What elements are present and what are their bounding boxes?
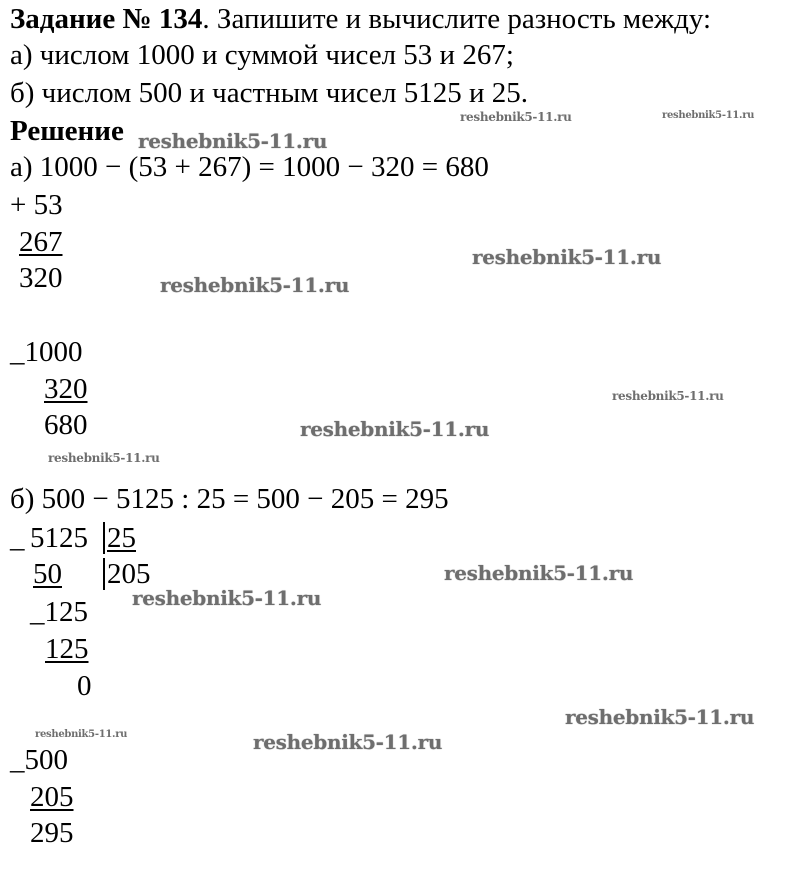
division-sub1-row [33,557,62,591]
watermark: reshebnik5-11.ru [138,129,328,153]
addition-bottom: 267 [19,226,63,258]
division-divisor-cell [103,521,151,555]
watermark: reshebnik5-11.ru [662,110,755,121]
subtraction-b-result: 295 [30,817,74,849]
subtraction-b-top-row [10,743,68,777]
addition-bottom-row [19,225,63,259]
division-final: 0 [77,670,92,702]
division-sign-1: _ [10,522,25,554]
subtraction-a-sign: _ [10,336,25,368]
subtraction-b-bottom-row [30,780,74,814]
subtraction-a-bottom-row [44,372,88,406]
watermark: reshebnik5-11.ru [160,273,350,297]
division-sign-2: _ [30,596,45,628]
task-item-b: б) числом 500 и частным чисел 5125 и 25. [10,77,528,109]
addition-result: 320 [19,262,63,294]
subtraction-b-bottom: 205 [30,781,74,813]
division-divisor-bar [103,522,151,554]
watermark: reshebnik5-11.ru [444,561,634,585]
part-b-expression: б) 500 − 5125 : 25 = 500 − 205 = 295 [10,483,449,515]
part-a-expression: а) 1000 − (53 + 267) = 1000 − 320 = 680 [10,151,489,183]
task-item-a: а) числом 1000 и суммой чисел 53 и 267; [10,39,514,71]
addition-top-row [10,188,63,222]
division-rem1-row [30,595,88,629]
division-sub2: 125 [45,633,89,665]
division-rem1: 125 [44,596,88,628]
watermark: reshebnik5-11.ru [132,586,322,610]
division-sub1: 50 [33,558,62,590]
division-dividend: 5125 [30,522,88,554]
watermark: reshebnik5-11.ru [48,451,160,465]
task-instruction: . Запишите и вычислите разность между: [202,3,712,35]
watermark: reshebnik5-11.ru [253,730,443,754]
watermark: reshebnik5-11.ru [35,729,128,740]
division-divisor: 25 [107,522,136,554]
task-number: Задание № 134 [10,3,203,35]
subtraction-b-top: 500 [24,744,68,776]
addition-sign: + [10,189,27,221]
division-quotient: 205 [103,558,151,590]
watermark: reshebnik5-11.ru [472,245,662,269]
watermark: reshebnik5-11.ru [612,389,724,403]
subtraction-b-sign: _ [10,744,25,776]
division-sub2-row [45,632,89,666]
subtraction-a-bottom: 320 [44,373,88,405]
task-title [10,2,711,36]
subtraction-a-top: 1000 [24,336,83,368]
addition-top: 53 [33,189,63,221]
subtraction-a-top-row [10,335,83,369]
watermark: reshebnik5-11.ru [565,705,755,729]
subtraction-a-result: 680 [44,409,88,441]
watermark: reshebnik5-11.ru [460,110,572,124]
watermark: reshebnik5-11.ru [300,417,490,441]
solution-heading: Решение [10,115,124,147]
